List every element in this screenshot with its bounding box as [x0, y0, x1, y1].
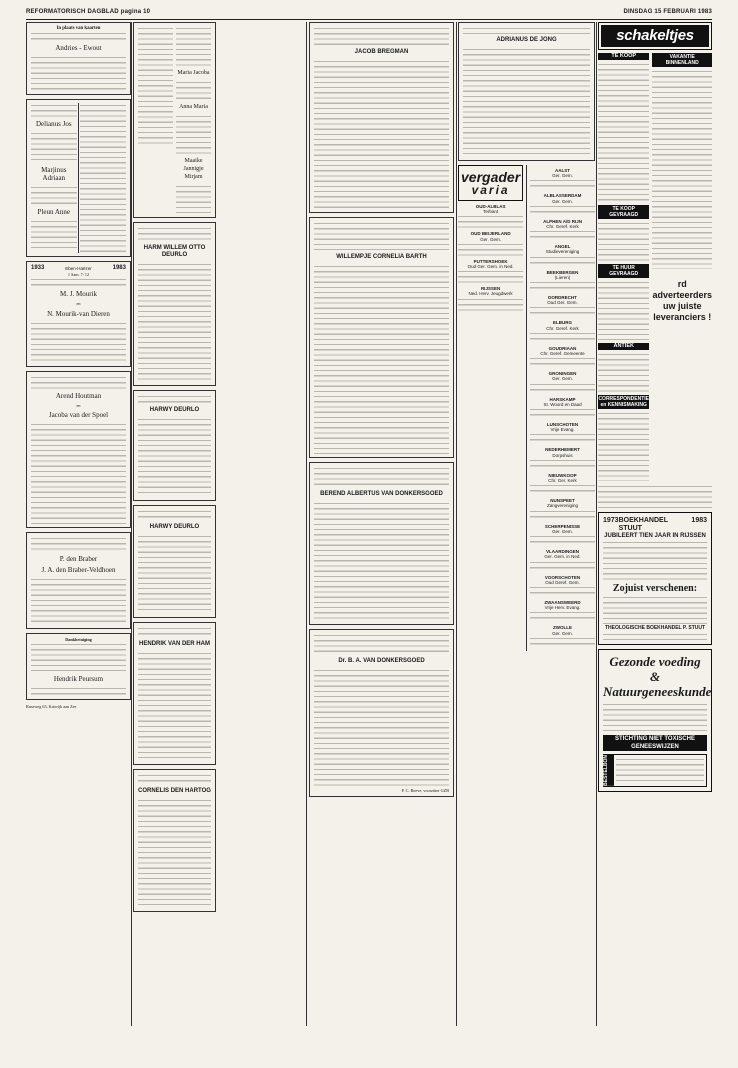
- deceased-name: HENDRIK VAN DER HAM: [139, 641, 210, 647]
- logo-text-1: vergader: [461, 169, 521, 185]
- meeting-item: [530, 295, 595, 317]
- obituary-barth: [309, 217, 454, 458]
- meeting-place: ANGEL: [554, 244, 571, 250]
- header-date: DINSDAG 15 FEBRUARI 1983: [623, 9, 712, 15]
- address-line: Ruseweg 63, Katwijk aan Zee: [26, 704, 77, 710]
- en-text: en: [76, 301, 81, 307]
- deceased-name: ADRIANUS DE JONG: [496, 37, 557, 43]
- meeting-item: [530, 524, 595, 546]
- meeting-org: Ger. Gem.: [552, 198, 573, 204]
- child-name: Andries - Ewout: [55, 44, 102, 53]
- meeting-item: [530, 447, 595, 469]
- notice-heading: In plaats van kaarten: [56, 26, 101, 31]
- meeting-org: Chr. Ger. Kerk: [548, 478, 577, 484]
- signer-name: Hendrik Peursum: [53, 675, 104, 684]
- classifieds-grid: [598, 50, 712, 481]
- meeting-org: Chr. Geref. Gemeente: [540, 351, 585, 357]
- verse: 1 Sam. 7: 12: [67, 272, 90, 278]
- obituary-van-der-ham: [133, 622, 216, 765]
- meeting-org: Ger. Gem.: [552, 173, 573, 179]
- meeting-org: Oud Ger. Gem.: [547, 300, 578, 306]
- year-right: 1983: [112, 265, 126, 272]
- deceased-name: HARWY DEURLO: [149, 524, 200, 530]
- anniversary-braber: [26, 532, 131, 629]
- obituary-bregman: [309, 22, 454, 213]
- meeting-org: Oud Ger. Gem. in Ned.: [467, 264, 514, 270]
- meeting-item: [530, 320, 595, 342]
- meeting-item: [458, 259, 523, 283]
- header-left: REFORMATORISCH DAGBLAD pagina 10: [26, 9, 151, 15]
- meeting-place: ZWOLLE: [553, 625, 573, 631]
- meeting-place: LUNSCHOTEN: [546, 422, 579, 428]
- meeting-place: GRONINGEN: [548, 371, 577, 377]
- meeting-org: Vrije Herv. Evang.: [544, 605, 581, 611]
- meeting-org: Vrije Evang.: [550, 427, 575, 433]
- deceased-name: Dr. B. A. VAN DONKERSGOED: [338, 658, 425, 664]
- meeting-item: [458, 204, 523, 228]
- meeting-list-right: [527, 165, 595, 651]
- meeting-item: [530, 473, 595, 495]
- schakeltjes-logo: schakeltjes: [601, 25, 709, 47]
- meeting-org: Chr. Geref. Kerk: [546, 224, 579, 230]
- meeting-place: VOORSCHOTEN: [544, 574, 581, 580]
- category-te-koop: TE KOOP: [598, 53, 649, 60]
- meeting-place: NIEUWKOOP: [548, 472, 577, 478]
- couple-name-2: N. Mourik-van Dieren: [47, 309, 110, 318]
- meeting-place: NEDERHEMERT: [545, 447, 580, 453]
- meeting-place: HARSKAMP: [549, 396, 576, 402]
- meeting-item: [530, 168, 595, 190]
- dank-heading: Dankbetuiging: [65, 636, 92, 642]
- meeting-item: [530, 600, 595, 622]
- meeting-org: Ger. Gem.: [480, 236, 501, 242]
- meeting-item: [530, 549, 595, 571]
- couple-name-1: Arend Houtman: [55, 391, 102, 400]
- boekhandel-ad: [598, 512, 712, 645]
- meeting-place: GOUDRIAAN: [548, 345, 577, 351]
- obituary-deurlo: [133, 222, 216, 386]
- adv-line-4: leveranciers !: [653, 312, 712, 322]
- category-te-koop-gevraagd: TE KOOP GEVRAAGD: [598, 205, 649, 219]
- obituary-harwy: [133, 390, 216, 501]
- category-vakantie: VAKANTIE BINNENLAND: [652, 53, 712, 67]
- child-name: Delianus Jos: [36, 120, 72, 129]
- meeting-org: Ger. Gem.: [552, 528, 573, 534]
- bestelbon[interactable]: [603, 754, 707, 787]
- meeting-place: ELBURG: [553, 320, 573, 326]
- notice-maria-jacoba: [133, 22, 216, 218]
- gz-title-1: Gezonde voeding &: [609, 654, 701, 684]
- column-4: [458, 22, 595, 1026]
- bk-title: BOEKHANDEL STUUT: [618, 517, 668, 532]
- bk-name: THEOLOGISCHE BOEKHANDEL P. STUUT: [604, 625, 706, 631]
- meeting-org: Ger. Gem.: [552, 630, 573, 636]
- signer: P. C. Boeve, voorzitter GZB: [401, 788, 449, 793]
- meeting-org: Studievereniging: [545, 249, 580, 255]
- child-name: Anna Maria: [179, 104, 208, 110]
- en-text: en: [76, 402, 81, 408]
- advertisers-notice: [652, 279, 712, 323]
- meeting-place: RIJSSEN: [480, 286, 501, 292]
- column-1: [26, 22, 131, 1026]
- meeting-item: [458, 231, 523, 255]
- meeting-item: [530, 193, 595, 215]
- meeting-place: SCHERPENISSE: [544, 523, 581, 529]
- anniversary-mourik: [26, 261, 131, 366]
- meeting-org: Ger. Gem.: [552, 376, 573, 382]
- obituary-dr-donkersgoed: [309, 629, 454, 797]
- meeting-place: ZWAANSWEERD: [544, 599, 581, 605]
- vergader-varia-logo: [458, 165, 523, 201]
- child-name: Maria Jacoba: [177, 70, 210, 76]
- meeting-org: Ned. Herv. Jeugdwerk: [468, 291, 513, 297]
- deceased-name: WILLEMPJE CORNELIA BARTH: [336, 254, 427, 260]
- deceased-name: BEREND ALBERTUS VAN DONKERSGOED: [320, 491, 443, 497]
- notice-delianus: [26, 99, 131, 257]
- couple-name-1: M. J. Mourik: [60, 290, 97, 299]
- gezonde-voeding-ad: [598, 649, 712, 792]
- year-left: 1933: [31, 265, 45, 272]
- category-te-huur-gevraagd: TE HUUR GEVRAAGD: [598, 264, 649, 278]
- meeting-place: DORDRECHT: [548, 295, 577, 301]
- zojuist-heading: Zojuist verschenen:: [612, 583, 698, 594]
- meeting-place: OUD BEIJERLAND: [470, 231, 511, 237]
- bk-year-left: 1973: [603, 517, 619, 524]
- logo-text-2: varia: [471, 183, 510, 197]
- couple-name-2: Jacoba van der Spoel: [48, 410, 109, 419]
- obituary-de-jong: [458, 22, 595, 161]
- couple-name-2: J. A. den Braber-Veldhoen: [41, 565, 116, 574]
- meeting-item: [530, 219, 595, 241]
- meeting-item: [530, 371, 595, 393]
- meeting-org: Chr. Geref. Kerk: [546, 325, 579, 331]
- meeting-item: [530, 498, 595, 520]
- meeting-org: (Lieren): [554, 274, 571, 280]
- deceased-name: JACOB BREGMAN: [354, 49, 409, 55]
- column-5: [598, 22, 712, 1026]
- meeting-item: [530, 346, 595, 368]
- bk-year-right: 1983: [691, 517, 707, 524]
- meeting-place: AALST: [555, 168, 571, 173]
- couple-name-1: P. den Braber: [59, 554, 98, 563]
- meeting-list-left: [458, 204, 523, 311]
- meeting-place: ALBLASSERDAM: [543, 193, 582, 199]
- meeting-org: St. Woord en Daad: [543, 401, 582, 407]
- meeting-place: NUNSPEET: [550, 498, 575, 504]
- bk-subtitle: JUBILEERT TIEN JAAR IN RIJSSEN: [604, 533, 706, 539]
- gz-title-2: Natuurgeneeskunde: [603, 684, 712, 699]
- schakeltjes-banner: [598, 22, 712, 50]
- child-name: Marjinus Adriaan: [41, 166, 67, 183]
- category-correspondentie: CORRESPONDENTIE en KENNISMAKING: [598, 396, 649, 408]
- deceased-name: HARM WILLEM OTTO DEURLO: [143, 245, 206, 258]
- dankbetuiging: [26, 633, 131, 700]
- column-2: [133, 22, 216, 1026]
- meeting-item: [530, 270, 595, 292]
- year-mid: Eben-Haëzer: [65, 266, 92, 272]
- deceased-name: HARWY DEURLO: [149, 407, 200, 413]
- adv-line-3: uw juiste: [662, 301, 702, 311]
- anniversary-houtman: [26, 371, 131, 528]
- category-antiek: ANTIEK: [598, 343, 649, 350]
- adv-line-2: adverteerders: [652, 290, 712, 300]
- column-3: [309, 22, 454, 1026]
- obituary-harwy-2: [133, 505, 216, 618]
- child-name: Maaike Jannigje Mirjam: [183, 158, 204, 180]
- meeting-org: Ger. Gem. in Ned.: [544, 554, 581, 560]
- adv-line-1: rd: [677, 279, 687, 289]
- meeting-item: [458, 286, 523, 310]
- meeting-place: VLAARDINGEN: [546, 549, 580, 555]
- meeting-item: [530, 422, 595, 444]
- vergader-varia-section: [458, 165, 595, 651]
- stichting-banner: STICHTING NIET TOXISCHE GENEESWIJZEN: [603, 735, 707, 751]
- meeting-item: [530, 397, 595, 419]
- child-name: Pleun Anne: [37, 208, 71, 217]
- meeting-place: ALPHEN A/D RIJN: [543, 218, 582, 224]
- meeting-org: Zangvereniging: [547, 503, 579, 509]
- meeting-place: PUTTERSHOEK: [473, 258, 508, 264]
- meeting-place: OUD-ALBLAS: [475, 204, 506, 209]
- obituary-donkersgoed: [309, 462, 454, 625]
- obituary-den-hartog: [133, 769, 216, 912]
- meeting-place: BEEKBERGEN: [546, 269, 579, 275]
- page-header: [26, 9, 712, 20]
- meeting-org: Dorpshuis: [552, 452, 573, 458]
- meeting-item: [530, 575, 595, 597]
- meeting-item: [530, 244, 595, 266]
- meeting-org: Oud Geref. Gem.: [545, 579, 580, 585]
- deceased-name: CORNELIS DEN HARTOG: [138, 788, 211, 794]
- bestelbon-label: BESTELBON: [604, 755, 614, 786]
- meeting-org: Terbant: [483, 209, 499, 215]
- notice-andries: [26, 22, 131, 95]
- meeting-item: [530, 625, 595, 647]
